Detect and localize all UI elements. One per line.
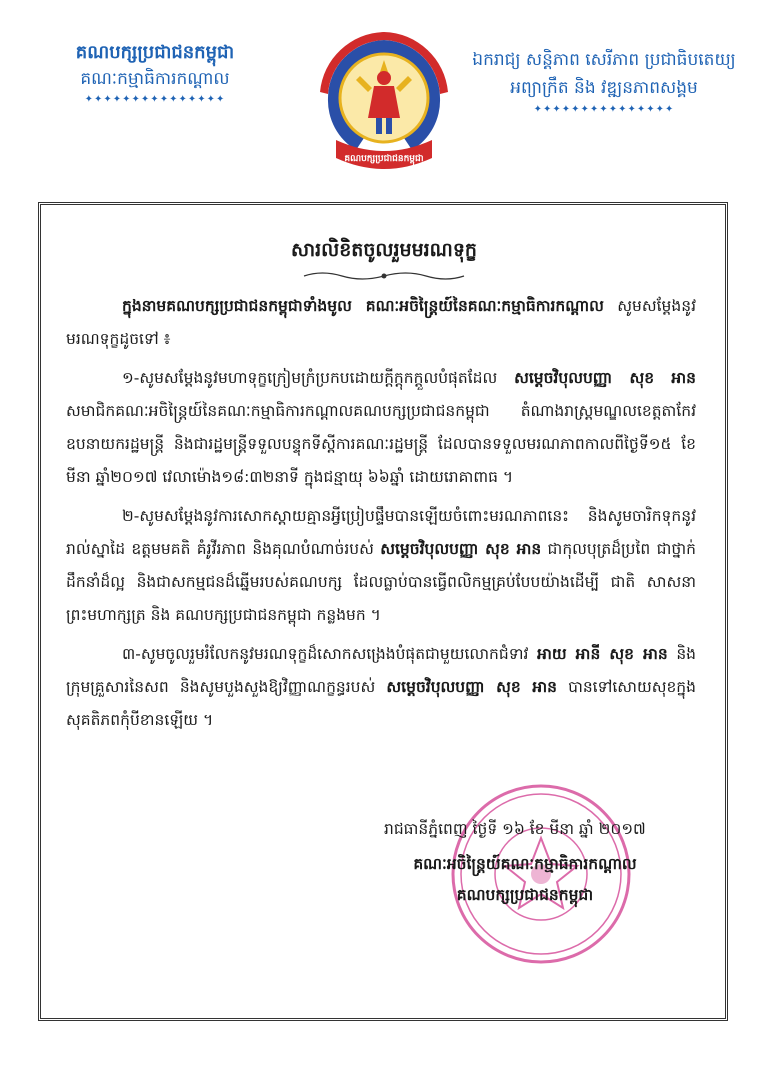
p3-text2: និងក្រុមគ្រួសារនៃសព និងសូមបួងសួងឱ្យវិញ្ញាណក្ខន្ធរបស់ bbox=[66, 645, 697, 696]
header-left bbox=[60, 40, 250, 108]
committee-name: គណៈកម្មាធិការកណ្តាល bbox=[80, 69, 230, 89]
p1-name: សម្តេចវិបុលបញ្ញា សុខ អាន bbox=[514, 369, 696, 387]
document-title: សារលិខិតចូលរួមមរណទុក្ខ bbox=[290, 239, 477, 261]
paragraph-1 bbox=[66, 362, 696, 494]
paragraph-3 bbox=[66, 638, 696, 737]
p3-text1: ៣-សូមចូលរួមរំលែកនូវមរណទុក្ខដ៏សោកសង្រេងបំផុតជាមួយលោកជំទាវ bbox=[122, 645, 538, 663]
paragraph-intro bbox=[66, 290, 696, 356]
intro-rest: សូមសម្តែងនូវមរណទុក្ខដូចទៅ ៖ bbox=[66, 297, 696, 348]
header-left-ornament: ✦✦✦✦✦✦✦✦✦✦✦✦✦✦✦ bbox=[84, 94, 226, 105]
p2-text2: ជាកុលបុត្រដ៏ប្រពៃ ជាថ្នាក់ដឹកនាំដ៏ល្អ និងជាសកម្មជនដ៏ឆ្នើមរបស់គណបក្ស ដែលធ្លាប់បានធ្វើពលិកម្មគ្រប់បែបយ៉ាងដើម្បី ជាតិ សាសនា ព្រះមហាក្សត្រ និង គណបក្សប្រជាជនកម្ពុជា កន្លងមក ។ bbox=[66, 540, 696, 624]
signatory-party: គណបក្សប្រជាជនកម្ពុជា bbox=[456, 886, 594, 904]
date-line: រាជធានីភ្នំពេញ ថ្ងៃទី ១៦ ខែ មីនា ឆ្នាំ ២០១៧ bbox=[384, 820, 646, 838]
p3-name: សម្តេចវិបុលបញ្ញា សុខ អាន bbox=[386, 678, 557, 696]
party-name: គណបក្សប្រជាជនកម្ពុជា bbox=[75, 42, 235, 63]
intro-lead: ក្នុងនាមគណបក្សប្រជាជនកម្ពុជាទាំងមូល គណៈអចិន្ត្រៃយ៍នៃគណៈកម្មាធិការកណ្តាល bbox=[122, 297, 604, 315]
p2-name: សម្តេចវិបុលបញ្ញា សុខ អាន bbox=[380, 540, 542, 558]
title-ornament-icon bbox=[302, 270, 466, 282]
national-motto-line1: ឯករាជ្យ សន្តិភាព សេរីភាព ប្រជាធិបតេយ្យ bbox=[472, 50, 736, 70]
p1-text1: ១-សូមសម្តែងនូវមហាទុក្ខក្រៀមក្រំប្រកបដោយក្តីក្តុកក្តួលបំផុតដែល bbox=[122, 369, 515, 387]
header-right-ornament: ✦✦✦✦✦✦✦✦✦✦✦✦✦✦✦ bbox=[533, 104, 675, 115]
national-motto-line2: អព្យាក្រឹត និង វឌ្ឍនភាពសង្គម bbox=[510, 78, 698, 98]
document-body bbox=[66, 290, 696, 743]
party-emblem bbox=[316, 22, 452, 184]
emblem-caption: គណបក្សប្រជាជនកម្ពុជា bbox=[344, 154, 424, 164]
p3-text3: បានទៅសោយសុខក្នុងសុគតិភពកុំបីខានឡើយ ។ bbox=[66, 678, 696, 729]
signatory-committee: គណៈអចិន្ត្រៃយ៍គណៈកម្មាធិការកណ្តាល bbox=[413, 855, 637, 873]
p2-text1: ២-សូមសម្តែងនូវការសោកស្តាយគ្មានអ្វីប្រៀបផ្ទឹមបានឡើយចំពោះមរណភាពនេះ និងសូមចារិកទុកនូវរាល់ស្នាដៃ ឧត្តមមគតិ គំរូវីរភាព និងគុណបំណាច់របស់ bbox=[66, 507, 696, 558]
header-right bbox=[465, 46, 743, 118]
p3-widow-name: អាយ អានី សុខ អាន bbox=[537, 645, 668, 663]
p1-text2: សមាជិកគណៈអចិន្ត្រៃយ៍នៃគណៈកម្មាធិការកណ្តាលគណបក្សប្រជាជនកម្ពុជា តំណាងរាស្ត្រមណ្ឌលខេត្តតាកែវ ឧបនាយករដ្ឋមន្ត្រី និងជារដ្ឋមន្ត្រីទទួលបន្ទុកទីស្តីការគណៈរដ្ឋមន្ត្រី ដែលបានទទួលមរណភាពកាលពីថ្ងៃទី១៥ ខែមីនា ឆ្នាំ២០១៧ វេលាម៉ោង១៨:៣២នាទី ក្នុងជន្មាយុ ៦៦ឆ្នាំ ដោយរោគាពាធ ។ bbox=[66, 402, 696, 486]
paragraph-2 bbox=[66, 500, 696, 632]
